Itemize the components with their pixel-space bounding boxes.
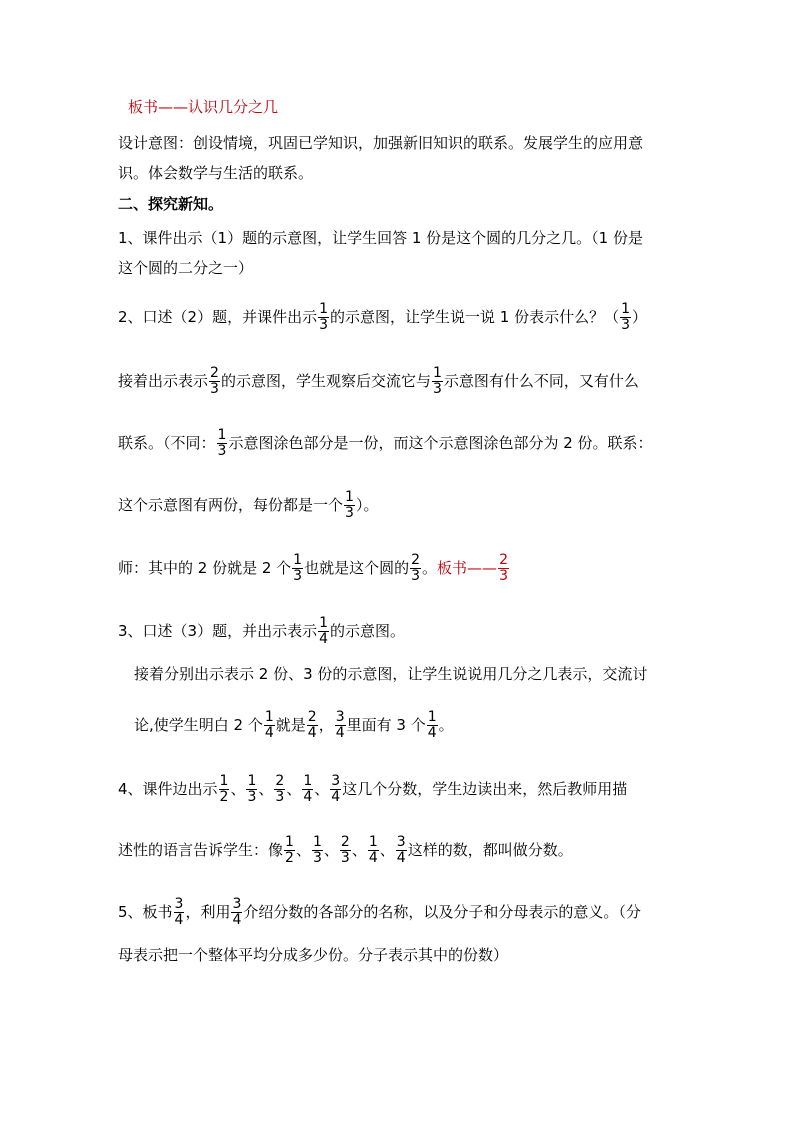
denominator: 4: [335, 725, 345, 741]
denominator: 3: [621, 317, 631, 333]
item3-text-e: 就是: [275, 716, 306, 734]
fraction-one-half: [284, 835, 295, 866]
item2-text-i: 这个示意图有两份，每份都是一个: [118, 496, 344, 514]
item3-text-d: 论,使学生明白 2 个: [134, 716, 263, 734]
item2-text-b: 的示意图，让学生说一说 1 份表示什么？（: [330, 308, 620, 326]
teacher-text-a: 师：其中的 2 份就是 2 个: [118, 559, 292, 577]
numerator: 3: [335, 709, 345, 725]
fraction-two-thirds-board: [498, 553, 509, 584]
fraction-three-fourths: [396, 835, 407, 866]
item2-text-e: 的示意图，学生观察后交流它与: [220, 372, 431, 390]
item5-text-a: 5、板书: [118, 903, 173, 921]
fraction-one-half: [219, 774, 230, 805]
numerator: 1: [345, 489, 354, 505]
item2-text-a: 2、口述（2）题，并课件出示: [118, 308, 318, 326]
fraction-three-fourths: [231, 897, 242, 928]
fraction-one-fourth: [427, 710, 438, 741]
denominator: 4: [319, 631, 329, 647]
denominator: 3: [499, 568, 508, 584]
fraction-one-third: [292, 553, 303, 584]
denominator: 3: [411, 568, 421, 584]
separator: 、: [295, 841, 311, 859]
item3-text-f: ，: [318, 716, 334, 734]
item2-line-3: [118, 428, 653, 459]
denominator: 3: [275, 789, 285, 805]
board-title: 板书——认识几分之几: [128, 98, 279, 116]
item4-text-c: 述性的语言告诉学生：像: [118, 841, 284, 859]
separator: 、: [286, 780, 302, 798]
item3-text-a: 3、口述（3）题，并出示表示: [118, 622, 318, 640]
denominator: 3: [293, 568, 303, 584]
numerator: 1: [312, 834, 322, 850]
numerator: 1: [219, 773, 229, 789]
numerator: 1: [217, 427, 227, 443]
separator: 、: [351, 841, 367, 859]
numerator: 2: [411, 552, 421, 568]
item2-text-j: ）。: [355, 496, 379, 514]
denominator: 4: [232, 912, 242, 928]
numerator: 2: [210, 365, 219, 381]
denominator: 2: [285, 850, 294, 866]
numerator: 2: [340, 834, 350, 850]
separator: 、: [323, 841, 339, 859]
item5-text-c: 介绍分数的各部分的名称，以及分子和分母表示的意义。（分: [243, 903, 641, 921]
item1-line-1: 1、课件出示（1）题的示意图，让学生回答 1 份是这个圆的几分之几。（1 份是: [118, 229, 643, 247]
denominator: 3: [340, 850, 350, 866]
numerator: 1: [264, 709, 274, 725]
fraction-three-fourths: [174, 897, 185, 928]
fraction-one-fourth: [302, 774, 313, 805]
teacher-text-b: 也就是这个圆的: [304, 559, 410, 577]
fraction-two-fourths: [307, 710, 318, 741]
item2-line-1: [118, 302, 647, 333]
numerator: 2: [307, 709, 317, 725]
item3-line-1: [118, 616, 405, 647]
fraction-two-thirds: [410, 553, 421, 584]
numerator: 2: [275, 773, 285, 789]
item4-text-b: 这几个分数，学生边读出来，然后教师用描: [342, 780, 628, 798]
fraction-one-third: [620, 302, 631, 333]
numerator: 1: [293, 552, 303, 568]
fraction-one-third: [318, 302, 329, 333]
item3-text-g: 里面有 3 个: [346, 716, 426, 734]
denominator: 4: [303, 789, 313, 805]
denominator: 4: [331, 789, 341, 805]
teacher-line: [118, 553, 510, 584]
numerator: 3: [396, 834, 406, 850]
numerator: 1: [427, 709, 437, 725]
fraction-two-thirds: [209, 366, 220, 397]
item2-text-f: 示意图有什么不同，又有什么: [443, 372, 639, 390]
item3-text-b: 的示意图。: [330, 622, 406, 640]
fraction-one-third: [432, 366, 443, 397]
numerator: 1: [319, 301, 329, 317]
item2-text-h: 示意图涂色部分是一份，而这个示意图涂色部分为 2 份。联系：: [228, 434, 653, 452]
denominator: 4: [396, 850, 406, 866]
item5-line-1: [118, 897, 641, 928]
denominator: 4: [368, 850, 378, 866]
item4-text-d: 这样的数，都叫做分数。: [407, 841, 573, 859]
item2-text-c: ）: [632, 308, 648, 326]
item2-line-2: [118, 366, 639, 397]
item4-line-2: [118, 835, 573, 866]
denominator: 3: [247, 789, 257, 805]
denominator: 2: [219, 789, 229, 805]
item4-text-a: 4、课件边出示: [118, 780, 218, 798]
fraction-one-fourth: [264, 710, 275, 741]
separator: 、: [314, 780, 330, 798]
item2-text-d: 接着出示表示: [118, 372, 209, 390]
fraction-two-thirds: [274, 774, 285, 805]
numerator: 1: [621, 301, 631, 317]
fraction-three-fourths: [335, 710, 346, 741]
fraction-three-fourths: [330, 774, 341, 805]
denominator: 4: [307, 725, 317, 741]
design-intent-line-2: 识。体会数学与生活的联系。: [118, 164, 314, 182]
numerator: 2: [499, 552, 508, 568]
teacher-text-c: 。: [422, 559, 438, 577]
fraction-one-third: [246, 774, 257, 805]
design-intent-line-1: 设计意图：创设情境，巩固已学知识，加强新旧知识的联系。发展学生的应用意: [118, 134, 644, 152]
teacher-board-label: 板书——: [437, 559, 498, 577]
denominator: 3: [217, 443, 227, 459]
separator: 、: [379, 841, 395, 859]
denominator: 3: [312, 850, 322, 866]
fraction-one-third: [312, 835, 323, 866]
item3-line-2: 接着分别出示表示 2 份、3 份的示意图，让学生说说用几分之几表示，交流讨: [134, 665, 648, 683]
section-heading: 二、探究新知。: [118, 195, 224, 213]
item4-line-1: [118, 774, 627, 805]
item2-text-g: 联系。（不同：: [118, 434, 216, 452]
numerator: 3: [331, 773, 341, 789]
numerator: 1: [368, 834, 378, 850]
denominator: 4: [427, 725, 437, 741]
numerator: 1: [247, 773, 257, 789]
fraction-one-third: [344, 490, 355, 521]
numerator: 1: [319, 615, 329, 631]
item5-line-2: 母表示把一个整体平均分成多少份。分子表示其中的份数）: [118, 946, 509, 964]
item2-line-4: [118, 490, 378, 521]
denominator: 3: [345, 505, 354, 521]
denominator: 3: [432, 381, 442, 397]
item3-text-h: 。: [438, 716, 454, 734]
fraction-one-fourth: [318, 616, 329, 647]
numerator: 1: [432, 365, 442, 381]
item3-line-3: [134, 710, 454, 741]
denominator: 3: [319, 317, 329, 333]
numerator: 3: [232, 896, 242, 912]
numerator: 3: [174, 896, 184, 912]
item5-text-b: ，利用: [185, 903, 231, 921]
numerator: 1: [303, 773, 313, 789]
denominator: 3: [210, 381, 219, 397]
item1-line-2: 这个圆的二分之一）: [118, 259, 254, 277]
numerator: 1: [285, 834, 294, 850]
denominator: 4: [174, 912, 184, 928]
denominator: 4: [264, 725, 274, 741]
separator: 、: [258, 780, 274, 798]
fraction-two-thirds: [340, 835, 351, 866]
separator: 、: [230, 780, 246, 798]
fraction-one-third: [217, 428, 228, 459]
fraction-one-fourth: [368, 835, 379, 866]
